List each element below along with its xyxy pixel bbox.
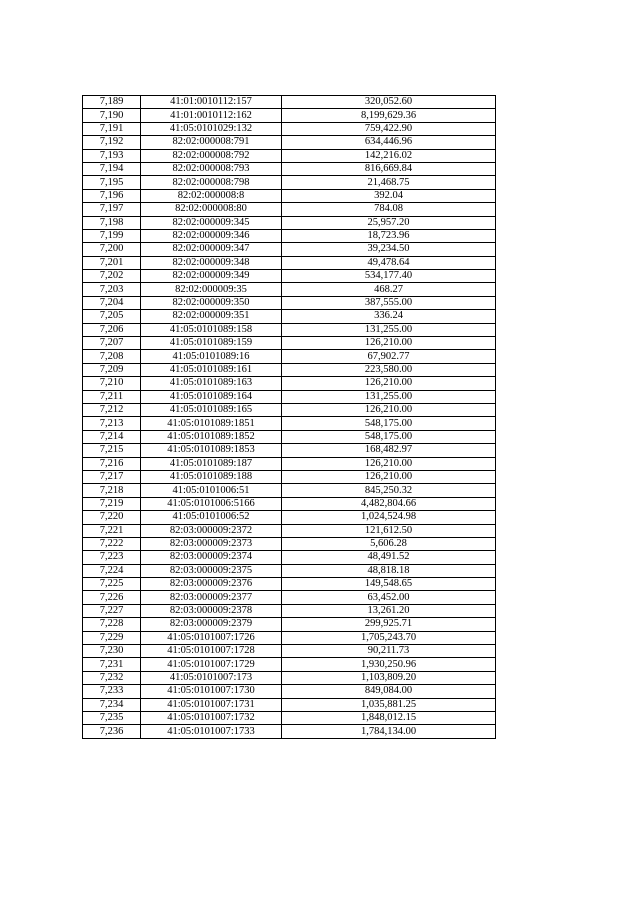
cadastral-number-cell: 41:05:0101089:1853	[141, 444, 282, 457]
amount-cell: 336.24	[282, 310, 496, 323]
row-number-cell: 7,234	[83, 698, 141, 711]
row-number-cell: 7,200	[83, 243, 141, 256]
row-number-cell: 7,220	[83, 511, 141, 524]
amount-cell: 131,255.00	[282, 323, 496, 336]
cadastral-number-cell: 41:05:0101089:161	[141, 363, 282, 376]
amount-cell: 1,930,250.96	[282, 658, 496, 671]
row-number-cell: 7,210	[83, 377, 141, 390]
table-row	[83, 658, 496, 671]
row-number-cell: 7,195	[83, 176, 141, 189]
row-number-cell: 7,233	[83, 685, 141, 698]
table-row	[83, 484, 496, 497]
table-row	[83, 323, 496, 336]
cadastral-number-cell: 82:02:000008:80	[141, 203, 282, 216]
row-number-cell: 7,217	[83, 470, 141, 483]
row-number-cell: 7,218	[83, 484, 141, 497]
row-number-cell: 7,203	[83, 283, 141, 296]
row-number-cell: 7,196	[83, 189, 141, 202]
row-number-cell: 7,216	[83, 457, 141, 470]
cadastral-number-cell: 41:01:0010112:162	[141, 109, 282, 122]
table-row	[83, 256, 496, 269]
table-row	[83, 618, 496, 631]
cadastral-number-cell: 41:05:0101006:52	[141, 511, 282, 524]
row-number-cell: 7,208	[83, 350, 141, 363]
cadastral-number-cell: 82:02:000009:347	[141, 243, 282, 256]
amount-cell: 759,422.90	[282, 122, 496, 135]
cadastral-number-cell: 82:02:000009:349	[141, 270, 282, 283]
amount-cell: 548,175.00	[282, 417, 496, 430]
amount-cell: 13,261.20	[282, 604, 496, 617]
table-row	[83, 390, 496, 403]
table-row	[83, 564, 496, 577]
amount-cell: 845,250.32	[282, 484, 496, 497]
row-number-cell: 7,202	[83, 270, 141, 283]
table-row	[83, 497, 496, 510]
table-row	[83, 149, 496, 162]
table-row	[83, 377, 496, 390]
amount-cell: 223,580.00	[282, 363, 496, 376]
table-row	[83, 96, 496, 109]
table-row	[83, 685, 496, 698]
amount-cell: 63,452.00	[282, 591, 496, 604]
cadastral-number-cell: 82:02:000008:8	[141, 189, 282, 202]
cadastral-number-cell: 41:05:0101006:5166	[141, 497, 282, 510]
table-row	[83, 430, 496, 443]
amount-cell: 39,234.50	[282, 243, 496, 256]
cadastral-number-cell: 41:05:0101089:164	[141, 390, 282, 403]
row-number-cell: 7,213	[83, 417, 141, 430]
cadastral-number-cell: 41:05:0101007:1728	[141, 645, 282, 658]
row-number-cell: 7,204	[83, 296, 141, 309]
amount-cell: 4,482,804.66	[282, 497, 496, 510]
row-number-cell: 7,226	[83, 591, 141, 604]
amount-cell: 48,818.18	[282, 564, 496, 577]
table-row	[83, 350, 496, 363]
table-row	[83, 591, 496, 604]
cadastral-number-cell: 82:02:000008:793	[141, 162, 282, 175]
cadastral-number-cell: 41:01:0010112:157	[141, 96, 282, 109]
row-number-cell: 7,199	[83, 229, 141, 242]
amount-cell: 1,848,012.15	[282, 711, 496, 724]
row-number-cell: 7,214	[83, 430, 141, 443]
row-number-cell: 7,219	[83, 497, 141, 510]
cadastral-number-cell: 41:05:0101089:1851	[141, 417, 282, 430]
row-number-cell: 7,224	[83, 564, 141, 577]
amount-cell: 67,902.77	[282, 350, 496, 363]
row-number-cell: 7,221	[83, 524, 141, 537]
cadastral-number-cell: 41:05:0101007:173	[141, 671, 282, 684]
table-row	[83, 203, 496, 216]
cadastral-number-cell: 82:03:000009:2377	[141, 591, 282, 604]
row-number-cell: 7,194	[83, 162, 141, 175]
cadastral-number-cell: 41:05:0101029:132	[141, 122, 282, 135]
row-number-cell: 7,192	[83, 136, 141, 149]
table-row	[83, 631, 496, 644]
amount-cell: 299,925.71	[282, 618, 496, 631]
table-row	[83, 296, 496, 309]
cadastral-number-cell: 41:05:0101089:188	[141, 470, 282, 483]
cadastral-number-cell: 41:05:0101089:163	[141, 377, 282, 390]
amount-cell: 1,705,243.70	[282, 631, 496, 644]
row-number-cell: 7,232	[83, 671, 141, 684]
table-row	[83, 578, 496, 591]
amount-cell: 1,784,134.00	[282, 725, 496, 738]
table-row	[83, 551, 496, 564]
row-number-cell: 7,228	[83, 618, 141, 631]
cadastral-number-cell: 82:03:000009:2376	[141, 578, 282, 591]
row-number-cell: 7,205	[83, 310, 141, 323]
row-number-cell: 7,235	[83, 711, 141, 724]
row-number-cell: 7,209	[83, 363, 141, 376]
amount-cell: 131,255.00	[282, 390, 496, 403]
amount-cell: 21,468.75	[282, 176, 496, 189]
amount-cell: 534,177.40	[282, 270, 496, 283]
cadastral-number-cell: 82:03:000009:2378	[141, 604, 282, 617]
table-row	[83, 725, 496, 738]
cadastral-number-cell: 41:05:0101007:1733	[141, 725, 282, 738]
amount-cell: 1,103,809.20	[282, 671, 496, 684]
amount-cell: 548,175.00	[282, 430, 496, 443]
cadastral-number-cell: 82:03:000009:2372	[141, 524, 282, 537]
row-number-cell: 7,201	[83, 256, 141, 269]
cadastral-number-cell: 82:03:000009:2373	[141, 537, 282, 550]
table-row	[83, 537, 496, 550]
table-row	[83, 216, 496, 229]
table-row	[83, 283, 496, 296]
cadastral-number-cell: 41:05:0101089:16	[141, 350, 282, 363]
amount-cell: 90,211.73	[282, 645, 496, 658]
amount-cell: 320,052.60	[282, 96, 496, 109]
amount-cell: 142,216.02	[282, 149, 496, 162]
amount-cell: 784.08	[282, 203, 496, 216]
cadastral-number-cell: 82:02:000009:350	[141, 296, 282, 309]
amount-cell: 816,669.84	[282, 162, 496, 175]
table-row	[83, 136, 496, 149]
cadastral-number-cell: 82:02:000008:791	[141, 136, 282, 149]
row-number-cell: 7,197	[83, 203, 141, 216]
cadastral-number-cell: 82:03:000009:2375	[141, 564, 282, 577]
table-row	[83, 403, 496, 416]
table-row	[83, 711, 496, 724]
data-table	[82, 95, 496, 739]
amount-cell: 18,723.96	[282, 229, 496, 242]
table-row	[83, 337, 496, 350]
cadastral-number-cell: 82:02:000009:348	[141, 256, 282, 269]
amount-cell: 849,084.00	[282, 685, 496, 698]
row-number-cell: 7,223	[83, 551, 141, 564]
row-number-cell: 7,189	[83, 96, 141, 109]
amount-cell: 126,210.00	[282, 403, 496, 416]
amount-cell: 49,478.64	[282, 256, 496, 269]
cadastral-number-cell: 82:02:000008:798	[141, 176, 282, 189]
cadastral-number-cell: 41:05:0101089:1852	[141, 430, 282, 443]
table-row	[83, 176, 496, 189]
table-row	[83, 604, 496, 617]
cadastral-number-cell: 82:02:000009:35	[141, 283, 282, 296]
cadastral-number-cell: 41:05:0101089:165	[141, 403, 282, 416]
amount-cell: 8,199,629.36	[282, 109, 496, 122]
row-number-cell: 7,191	[83, 122, 141, 135]
table-row	[83, 671, 496, 684]
row-number-cell: 7,215	[83, 444, 141, 457]
cadastral-number-cell: 41:05:0101007:1730	[141, 685, 282, 698]
cadastral-number-cell: 41:05:0101089:187	[141, 457, 282, 470]
table-row	[83, 470, 496, 483]
amount-cell: 126,210.00	[282, 457, 496, 470]
cadastral-number-cell: 82:03:000009:2374	[141, 551, 282, 564]
cadastral-number-cell: 82:03:000009:2379	[141, 618, 282, 631]
amount-cell: 168,482.97	[282, 444, 496, 457]
row-number-cell: 7,227	[83, 604, 141, 617]
amount-cell: 387,555.00	[282, 296, 496, 309]
amount-cell: 1,035,881.25	[282, 698, 496, 711]
table-row	[83, 645, 496, 658]
amount-cell: 48,491.52	[282, 551, 496, 564]
table-row	[83, 524, 496, 537]
table-row	[83, 229, 496, 242]
table-row	[83, 511, 496, 524]
amount-cell: 126,210.00	[282, 377, 496, 390]
cadastral-number-cell: 41:05:0101006:51	[141, 484, 282, 497]
amount-cell: 25,957.20	[282, 216, 496, 229]
table-row	[83, 310, 496, 323]
table-row	[83, 189, 496, 202]
row-number-cell: 7,231	[83, 658, 141, 671]
row-number-cell: 7,230	[83, 645, 141, 658]
amount-cell: 149,548.65	[282, 578, 496, 591]
row-number-cell: 7,207	[83, 337, 141, 350]
row-number-cell: 7,222	[83, 537, 141, 550]
amount-cell: 126,210.00	[282, 470, 496, 483]
cadastral-number-cell: 82:02:000008:792	[141, 149, 282, 162]
row-number-cell: 7,193	[83, 149, 141, 162]
amount-cell: 5,606.28	[282, 537, 496, 550]
amount-cell: 126,210.00	[282, 337, 496, 350]
table-row	[83, 457, 496, 470]
cadastral-number-cell: 41:05:0101007:1731	[141, 698, 282, 711]
amount-cell: 121,612.50	[282, 524, 496, 537]
row-number-cell: 7,229	[83, 631, 141, 644]
cadastral-number-cell: 82:02:000009:346	[141, 229, 282, 242]
row-number-cell: 7,212	[83, 403, 141, 416]
table-row	[83, 162, 496, 175]
table-row	[83, 243, 496, 256]
amount-cell: 468.27	[282, 283, 496, 296]
cadastral-number-cell: 41:05:0101007:1729	[141, 658, 282, 671]
table-body	[83, 96, 496, 739]
table-row	[83, 270, 496, 283]
amount-cell: 634,446.96	[282, 136, 496, 149]
cadastral-number-cell: 41:05:0101089:158	[141, 323, 282, 336]
row-number-cell: 7,236	[83, 725, 141, 738]
row-number-cell: 7,211	[83, 390, 141, 403]
cadastral-number-cell: 82:02:000009:345	[141, 216, 282, 229]
amount-cell: 392.04	[282, 189, 496, 202]
cadastral-number-cell: 41:05:0101007:1732	[141, 711, 282, 724]
amount-cell: 1,024,524.98	[282, 511, 496, 524]
table-row	[83, 698, 496, 711]
table-row	[83, 444, 496, 457]
row-number-cell: 7,225	[83, 578, 141, 591]
cadastral-number-cell: 82:02:000009:351	[141, 310, 282, 323]
table-row	[83, 363, 496, 376]
row-number-cell: 7,190	[83, 109, 141, 122]
cadastral-number-cell: 41:05:0101007:1726	[141, 631, 282, 644]
table-row	[83, 122, 496, 135]
cadastral-number-cell: 41:05:0101089:159	[141, 337, 282, 350]
row-number-cell: 7,198	[83, 216, 141, 229]
table-row	[83, 417, 496, 430]
row-number-cell: 7,206	[83, 323, 141, 336]
table-row	[83, 109, 496, 122]
